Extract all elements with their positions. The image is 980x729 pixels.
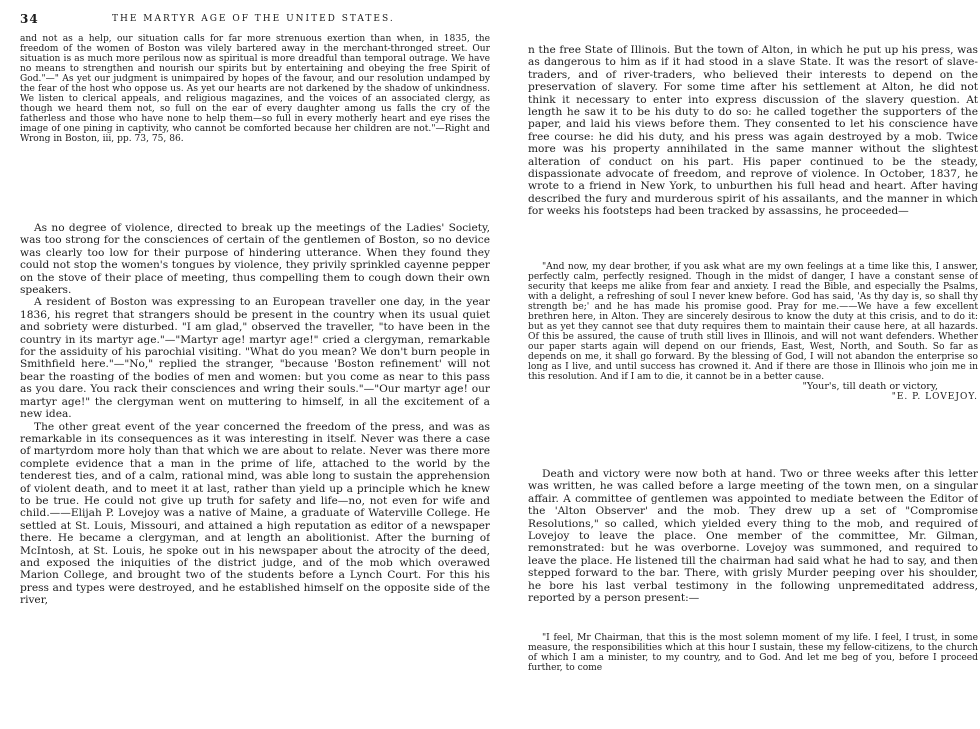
- right-body-bottom: [528, 468, 978, 604]
- left-paragraph-2: A resident of Boston was expressing to an European traveller one day, in the year 1836, his regret that strangers should be present in the country when its usual quiet and sobriety were disturbed. "I am glad," observed the traveller, "to have been in the country in its martyr age."—"Martyr age! martyr age!" cried a clergyman, remarkable for the assiduity of his parochial visiting. "What do you mean? We don't burn people in Smithfield here."—"No," replied the stranger, "because 'Boston refinement' will not bear the roasting of the bodies of men and women: but you come as near to this pass as you dare. You rack their consciences and wring their souls."—"Our martyr age! our martyr age!" the clergyman went on muttering to himself, in all the excitement of a new idea.: [20, 296, 490, 421]
- page-number: 34: [20, 12, 39, 26]
- letter-signature: "E. P. LOVEJOY.: [891, 392, 978, 402]
- left-quote: and not as a help, our situation calls for far more strenuous exertion than when, in 1835, the freedom of the women of Boston was vilely bartered away in the merchant-thronged street. Our situation is as much more perilous now as spiritual is more dreadful than temporal outrage. We have no means to strengthen and nourish our spirits but by entertaining and obeying the free Spirit of God."—" As yet our judgment is unimpaired by hopes of the favour, and our resolution undamped by the fear of the host who oppose us. As yet our hearts are not darkened by the shadow of unkindness. We listen to clerical appeals, and religious magazines, and the voices of an associated clergy, as though we heard them not, so full on the ear of every daughter among us falls the cry of the fatherless and those who have none to help them—so full in every motherly heart and eye rises the image of one pining in captivity, who cannot be comforted because her children are not."—Right and Wrong in Boston, iii, pp. 73, 75, 86.: [20, 34, 490, 144]
- letter-quote-block: [528, 262, 978, 402]
- left-page-header: [20, 0, 490, 34]
- running-title: THE MARTYR AGE OF THE UNITED STATES.: [112, 14, 395, 24]
- left-paragraph-3: The other great event of the year concerned the freedom of the press, and was as remarkable in its consequences as it was interesting in itself. Never was there a case of martyrdom more holy than that which we are about to relate. Never was there more complete evidence that a man in the prime of life, attached to the world by the tenderest ties, and of a calm, rational mind, was able long to sustain the apprehension of violent death, and to meet it at last, rather than yield up a principle which he knew to be true. He could not give up truth for safety and life—no, not even for wife and child.——Elijah P. Lovejoy was a native of Maine, a graduate of Waterville College. He settled at St. Louis, Missouri, and attained a high reputation as editor of a newspaper there. He became a clergyman, and at length an abolitionist. After the burning of McIntosh, at St. Louis, he spoke out in his newspaper about the atrocity of the deed, and exposed the iniquities of the district judge, and of the mob which overawed Marion College, and brought two of the students before a Lynch Court. For this his press and types were destroyed, and he established himself on the opposite side of the river,: [20, 420, 490, 607]
- address-quote-block: [528, 633, 978, 673]
- right-page: [528, 0, 978, 729]
- left-body: [20, 222, 490, 607]
- right-paragraph-1: n the free State of Illinois. But the town of Alton, in which he put up his press, was as dangerous to him as if it had stood in a slave State. It was the resort of slave-traders, and of river-traders, who believed their interests to depend on the preservation of slavery. For some time after his settlement at Alton, he did not think it necessary to enter into express discussion of the slavery question. At length he saw it to be his duty to do so: he called together the supporters of the paper, and laid his views before them. They consented to let his conscience have free course: he did his duty, and his press was again destroyed by a mob. Twice more was his property annihilated in the same manner without the slightest alteration of conduct on his part. His paper continued to be the steady, dispassionate advocate of freedom, and reprove of violence. In October, 1837, he wrote to a friend in New York, to unburthen his full head and heart. After having described the fury and murderous spirit of his assailants, and the manner in which for weeks his footsteps had been tracked by assassins, he proceeded—: [528, 44, 978, 218]
- left-page: [20, 0, 490, 729]
- letter-closing: "Your's, till death or victory,: [802, 381, 938, 392]
- right-body-top: [528, 44, 978, 218]
- letter-quote: "And now, my dear brother, if you ask what are my own feelings at a time like this, I answer, perfectly calm, perfectly resigned. Though in the midst of danger, I have a constant sense of security that keeps me alike from fear and anxiety. I read the Bible, and especially the Psalms, with a delight, a refreshing of soul I never knew before. God has said, 'As thy day is, so shall thy strength be;' and he has made his promise good. Pray for me.——We have a few excellent brethren here, in Alton. They are sincerely desirous to know the duty at this crisis, and to do it: but as yet they cannot see that duty requires them to maintain their cause here, at all hazards. Of this be assured, the cause of truth still lives in Illinois, and will not want defenders. Whether our paper starts again will depend on our friends, East, West, North, and South. So far as depends on me, it shall go forward. By the blessing of God, I will not abandon the enterprise so long as I live, and until success has crowned it. And if there are those in Illinois who join me in this resolution. And if I am to die, it cannot be in a better cause.: [528, 262, 978, 382]
- address-quote: "I feel, Mr Chairman, that this is the most solemn moment of my life. I feel, I trust, in some measure, the responsibilities which at this hour I sustain, these my fellow-citizens, to the church of which I am a minister, to my country, and to God. And let me beg of you, before I proceed further, to come: [528, 633, 978, 673]
- left-paragraph-1: As no degree of violence, directed to break up the meetings of the Ladies' Society, was too strong for the consciences of certain of the gentlemen of Boston, so no device was clearly too low for their purpose of hindering utterance. When they found they could not stop the women's tongues by violence, they privily sprinkled cayenne pepper on the stove of their place of meeting, thus compelling them to cough down their own speakers.: [20, 222, 490, 297]
- right-paragraph-2: Death and victory were now both at hand. Two or three weeks after this letter was written, he was called before a large meeting of the town men, on a singular affair. A committee of gentlemen was appointed to mediate between the Editor of the 'Alton Observer' and the mob. They drew up a set of "Compromise Resolutions," so called, which yielded every thing to the mob, and required of Lovejoy to leave the place. One member of the committee, Mr. Gilman, remonstrated: but he was overborne. Lovejoy was summoned, and required to leave the place. He listened till the chairman had said what he had to say, and then stepped forward to the bar. There, with grisly Murder peeping over his shoulder, he bore his last verbal testimony in the following unpremeditated address, reported by a person present:—: [528, 468, 978, 605]
